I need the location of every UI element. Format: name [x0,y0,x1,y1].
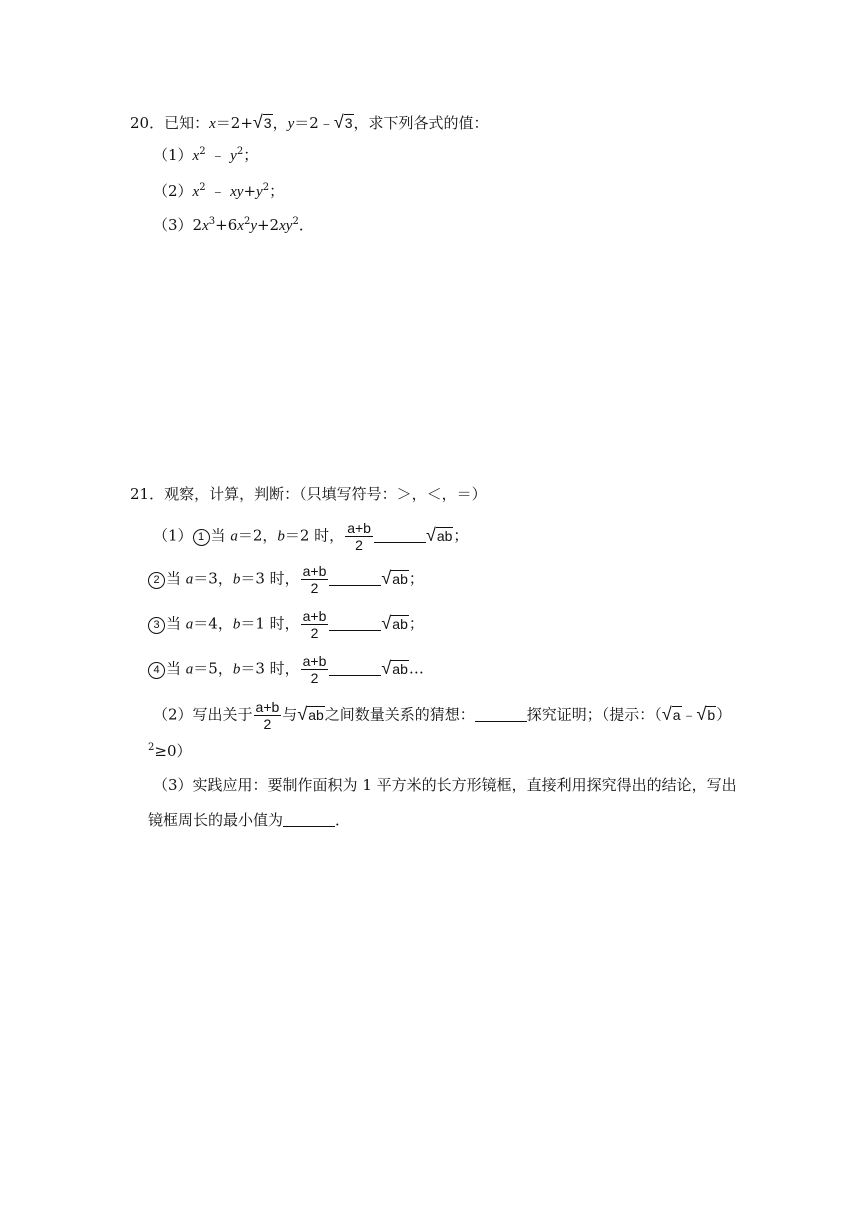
answer-blank[interactable] [329,661,381,676]
sqrt-3: √3 [333,112,353,132]
answer-blank[interactable] [374,528,426,543]
q21-stem: 21．观察，计算，判断：（只填写符号：＞，＜，＝） [130,485,487,503]
q21-part-3-line-2: 镜框周长的最小值为 ． [148,811,351,829]
answer-blank[interactable] [329,571,381,586]
circled-number: 2 [148,572,165,589]
sqrt-ab: √ab [297,703,324,724]
sqrt-ab: √ab [381,657,408,678]
sqrt-ab: √ab [381,612,408,633]
q21-part-2-cont: $^2$≥0） [148,742,192,760]
q20-number: 20． [130,114,165,132]
fraction: $\frac{a+b}{2}$ [255,699,280,732]
q20-part-2: $(2)x^2$ ﹣ $xy+y^2$； [153,182,285,200]
q20-part-3: $(3)2x^3+6x^2y+2xy^2$． [153,216,314,234]
answer-blank[interactable] [475,707,527,722]
fraction: $\frac{a+b}{2}$ [347,520,371,553]
sqrt-b: √b [696,703,716,724]
fraction: $\frac{a+b}{2}$ [302,563,327,596]
fraction: $\frac{a+b}{2}$ [302,653,327,686]
q21-case-4: 4 当 a＝5，b＝3 时， $\frac{a+b}{2}$ √ab… [148,653,424,686]
q21-part-3-line-1: （3）实践应用：要制作面积为 1 平方米的长方形镜框，直接利用探究得出的结论，写出 [153,776,737,794]
circled-number: 1 [193,529,210,546]
circled-number: 4 [148,662,165,679]
q21-case-2: 2 当 a＝3，b＝3 时， $\frac{a+b}{2}$ √ab； [148,563,424,596]
q21-case-1: （1） 1 当 a＝2，b＝2 时， $\frac{a+b}{2}$ √ab； [153,520,469,553]
sqrt-ab: √ab [381,567,408,588]
q21-number: 21． [130,485,165,503]
fraction: $\frac{a+b}{2}$ [302,608,327,641]
answer-blank[interactable] [283,812,335,827]
sqrt-3: √3 [252,112,272,132]
sqrt-ab: √ab [425,524,453,545]
sqrt-a: √a [661,703,681,724]
answer-blank[interactable] [329,616,381,631]
q21-part-2: （2）写出关于 $\frac{a+b}{2}$ 与√ab之间数量关系的猜想： 探究证明；（提示：（√a﹣√b） [153,699,732,732]
q21-case-3: 3 当 a＝4，b＝1 时， $\frac{a+b}{2}$ √ab； [148,608,424,641]
q20-part-1: $(1)x^2$ ﹣ $y^2$； [153,146,259,164]
q20-stem: 20．已知：x＝2+√3，y＝2﹣√3，求下列各式的值： [130,112,489,132]
circled-number: 3 [148,617,165,634]
